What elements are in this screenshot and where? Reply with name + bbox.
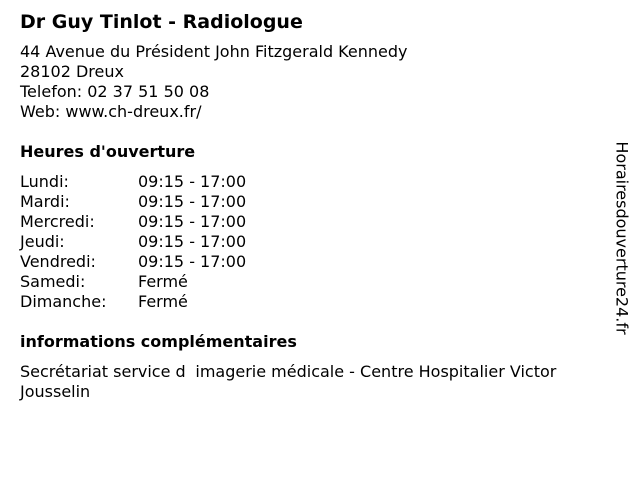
website-link[interactable]: Web: www.ch-dreux.fr/	[20, 102, 202, 121]
hours-row	[20, 192, 246, 212]
day-hours: 09:15 - 17:00	[138, 252, 247, 271]
hours-row	[20, 292, 246, 312]
address-street: 44 Avenue du Président John Fitzgerald Kennedy	[20, 42, 408, 61]
hours-row	[20, 252, 246, 272]
day-label: Mercredi:	[20, 212, 95, 231]
hours-heading: Heures d'ouverture	[20, 142, 196, 161]
hours-row	[20, 232, 246, 252]
day-label: Jeudi:	[20, 232, 65, 251]
day-hours: 09:15 - 17:00	[138, 192, 247, 211]
hours-row	[20, 212, 246, 232]
info-heading: informations complémentaires	[20, 332, 297, 351]
day-label: Lundi:	[20, 172, 69, 191]
day-label: Mardi:	[20, 192, 70, 211]
business-name: Dr Guy Tinlot - Radiologue	[20, 11, 303, 33]
business-card	[20, 10, 600, 402]
day-label: Vendredi:	[20, 252, 96, 271]
day-hours: Fermé	[138, 272, 188, 291]
site-watermark: Horairesdouverture24.fr	[612, 141, 632, 335]
hours-table	[20, 172, 246, 312]
hours-row	[20, 272, 246, 292]
phone-number: Telefon: 02 37 51 50 08	[20, 82, 210, 101]
day-hours: 09:15 - 17:00	[138, 172, 247, 191]
day-hours: 09:15 - 17:00	[138, 212, 247, 231]
day-hours: 09:15 - 17:00	[138, 232, 247, 251]
day-label: Samedi:	[20, 272, 86, 291]
day-hours: Fermé	[138, 292, 188, 311]
info-text: Secrétariat service dimagerie médicale - Centre Hospitalier Victor Jousselin	[20, 362, 557, 401]
hours-row	[20, 172, 246, 192]
address-city: 28102 Dreux	[20, 62, 124, 81]
day-label: Dimanche:	[20, 292, 107, 311]
